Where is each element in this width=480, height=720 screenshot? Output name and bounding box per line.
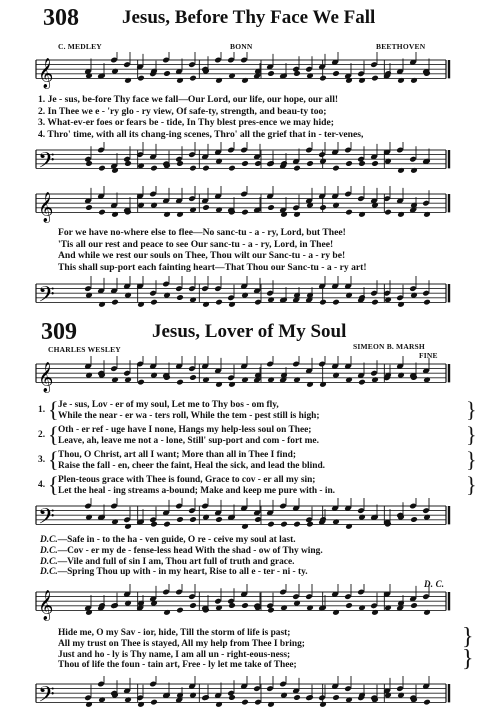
- svg-text:𝄢: 𝄢: [38, 504, 55, 535]
- dc-text: —Spring Thou up with - in my heart, Rise to all e - ter - ni - ty.: [57, 567, 308, 578]
- hymn-title: Jesus, Lover of My Soul: [152, 321, 347, 342]
- verse-number: 3.: [38, 455, 46, 465]
- brace-left: {: [48, 397, 59, 422]
- svg-text:𝄢: 𝄢: [38, 148, 55, 179]
- dc-text: —Safe in - to the ha - ven guide, O re - ceive my soul at last.: [57, 535, 296, 545]
- brace-right: }: [462, 624, 474, 650]
- music-system-308-1-lower: [0, 142, 480, 182]
- dc-tag: D.C.: [40, 556, 58, 567]
- hymn-title: Jesus, Before Thy Face We Fall: [122, 7, 376, 28]
- svg-text:𝄞: 𝄞: [38, 58, 54, 89]
- music-system-308-2-upper: [0, 186, 480, 226]
- dc-line: [40, 535, 323, 546]
- dc-lines-309: [40, 535, 323, 578]
- verse-line-b: While the near - er wa - ters roll, While the tem - pest still is high;: [58, 411, 320, 421]
- dc-tag: D.C.: [40, 535, 58, 545]
- svg-text:𝄞: 𝄞: [38, 362, 54, 393]
- music-system-309-1-upper: [0, 356, 480, 396]
- music-system-308-1-upper: [0, 52, 480, 92]
- svg-text:𝄞: 𝄞: [38, 192, 54, 223]
- refrain-line: 'Tis all our rest and peace to see Our sanc-tu - a - ry, Lord, in Thee!: [58, 238, 334, 250]
- verse-line-a: Je - sus, Lov - er of my soul, Let me to Thy bos - om fly,: [58, 400, 279, 410]
- verse-line-b: Let the heal - ing streams a-bound; Make and keep me pure with - in.: [58, 486, 336, 496]
- dc-line: [40, 557, 323, 568]
- verse-number: 1.: [38, 405, 46, 415]
- brace-right: }: [466, 447, 477, 472]
- tune-name: BONN: [230, 42, 253, 51]
- verse-line-b: Leave, ah, leave me not a - lone, Still' sup-port and com - fort me.: [58, 436, 319, 446]
- verse-line: 2. In Thee we e - 'ry glo - ry view, Of safe-ty, strength, and beau-ty too;: [38, 105, 327, 117]
- composer-credit: BEETHOVEN: [376, 42, 426, 51]
- bridge-line: Thou of life the foun - tain art, Free - ly let me take of Thee;: [58, 660, 297, 671]
- verse-line-a: Plen-teous grace with Thee is found, Grace to cov - er all my sin;: [58, 475, 316, 485]
- music-system-309-1-lower: [0, 498, 480, 538]
- verse-number: 4.: [38, 480, 46, 490]
- verse-pair: [38, 399, 478, 424]
- svg-text:𝄢: 𝄢: [38, 282, 55, 313]
- svg-text:𝄢: 𝄢: [38, 682, 55, 713]
- bridge-line: Just and ho - ly is Thy name, I am all un - right-eous-ness;: [58, 649, 291, 660]
- brace-right: }: [462, 646, 474, 672]
- verses-309: [38, 399, 478, 499]
- dc-tag: D.C.: [40, 545, 58, 556]
- verse-line-a: Oth - er ref - uge have I none, Hangs my help-less soul on Thee;: [58, 425, 312, 435]
- bridge-309: [58, 628, 305, 671]
- fine-mark: FINE: [419, 351, 438, 360]
- music-system-309-2-upper: [0, 584, 480, 624]
- svg-text:𝄞: 𝄞: [38, 590, 54, 621]
- refrain-line: And while we rest our souls on Thee, Thou wilt our Sanc-tu - a - ry be!: [58, 250, 346, 262]
- verse-line-a: Thou, O Christ, art all I want; More than all in Thee I find;: [58, 450, 296, 460]
- brace-right: }: [466, 397, 477, 422]
- music-system-309-2-lower: [0, 676, 480, 716]
- dc-mark: D. C.: [424, 579, 445, 589]
- refrain-308: [58, 227, 367, 273]
- dc-text: —Cov - er my de - fense-less head With the shad - ow of Thy wing.: [57, 545, 323, 556]
- brace-right: }: [466, 472, 477, 497]
- author-credit: CHARLES WESLEY: [48, 345, 121, 354]
- hymn-number: 309: [41, 319, 77, 345]
- bridge-line: All my trust on Thee is stayed, All my help from Thee I bring;: [58, 638, 305, 649]
- dc-line: [40, 567, 323, 578]
- brace-left: {: [48, 422, 59, 447]
- verse-line: 4. Thro' time, with all its chang-ing scenes, Thro' all the grief that in - ter-venes,: [38, 128, 364, 140]
- verse-number: 2.: [38, 430, 46, 440]
- refrain-line: This shall sup-port each fainting heart—That Thou our Sanc-tu - a - ry art!: [58, 261, 367, 273]
- refrain-line: For we have no-where else to flee—No sanc-tu - a - ry, Lord, but Thee!: [58, 227, 346, 238]
- verse-pair: [38, 424, 478, 449]
- dc-line: [40, 546, 323, 557]
- dc-text: —Vile and full of sin I am, Thou art full of truth and grace.: [57, 556, 295, 567]
- verse-line: 1. Je - sus, be-fore Thy face we fall—Our Lord, our life, our hope, our all!: [38, 94, 339, 105]
- hymn-number: 308: [43, 5, 79, 31]
- author-credit: C. MEDLEY: [58, 42, 102, 51]
- brace-left: {: [48, 472, 59, 497]
- verse-line-b: Raise the fall - en, cheer the faint, Heal the sick, and lead the blind.: [58, 461, 326, 471]
- brace-right: }: [466, 422, 477, 447]
- verse-pair: [38, 474, 478, 499]
- composer-credit: SIMEON B. MARSH: [353, 342, 425, 351]
- dc-tag: D.C.: [40, 567, 58, 578]
- brace-left: {: [48, 447, 59, 472]
- verse-pair: [38, 449, 478, 474]
- verses-308: [38, 94, 363, 140]
- verse-line: 3. What-ev-er foes or fears be - tide, In Thy blest pres-ence we may hide;: [38, 117, 334, 129]
- music-system-308-2-lower: [0, 276, 480, 316]
- bridge-line: Hide me, O my Sav - ior, hide, Till the storm of life is past;: [58, 628, 291, 638]
